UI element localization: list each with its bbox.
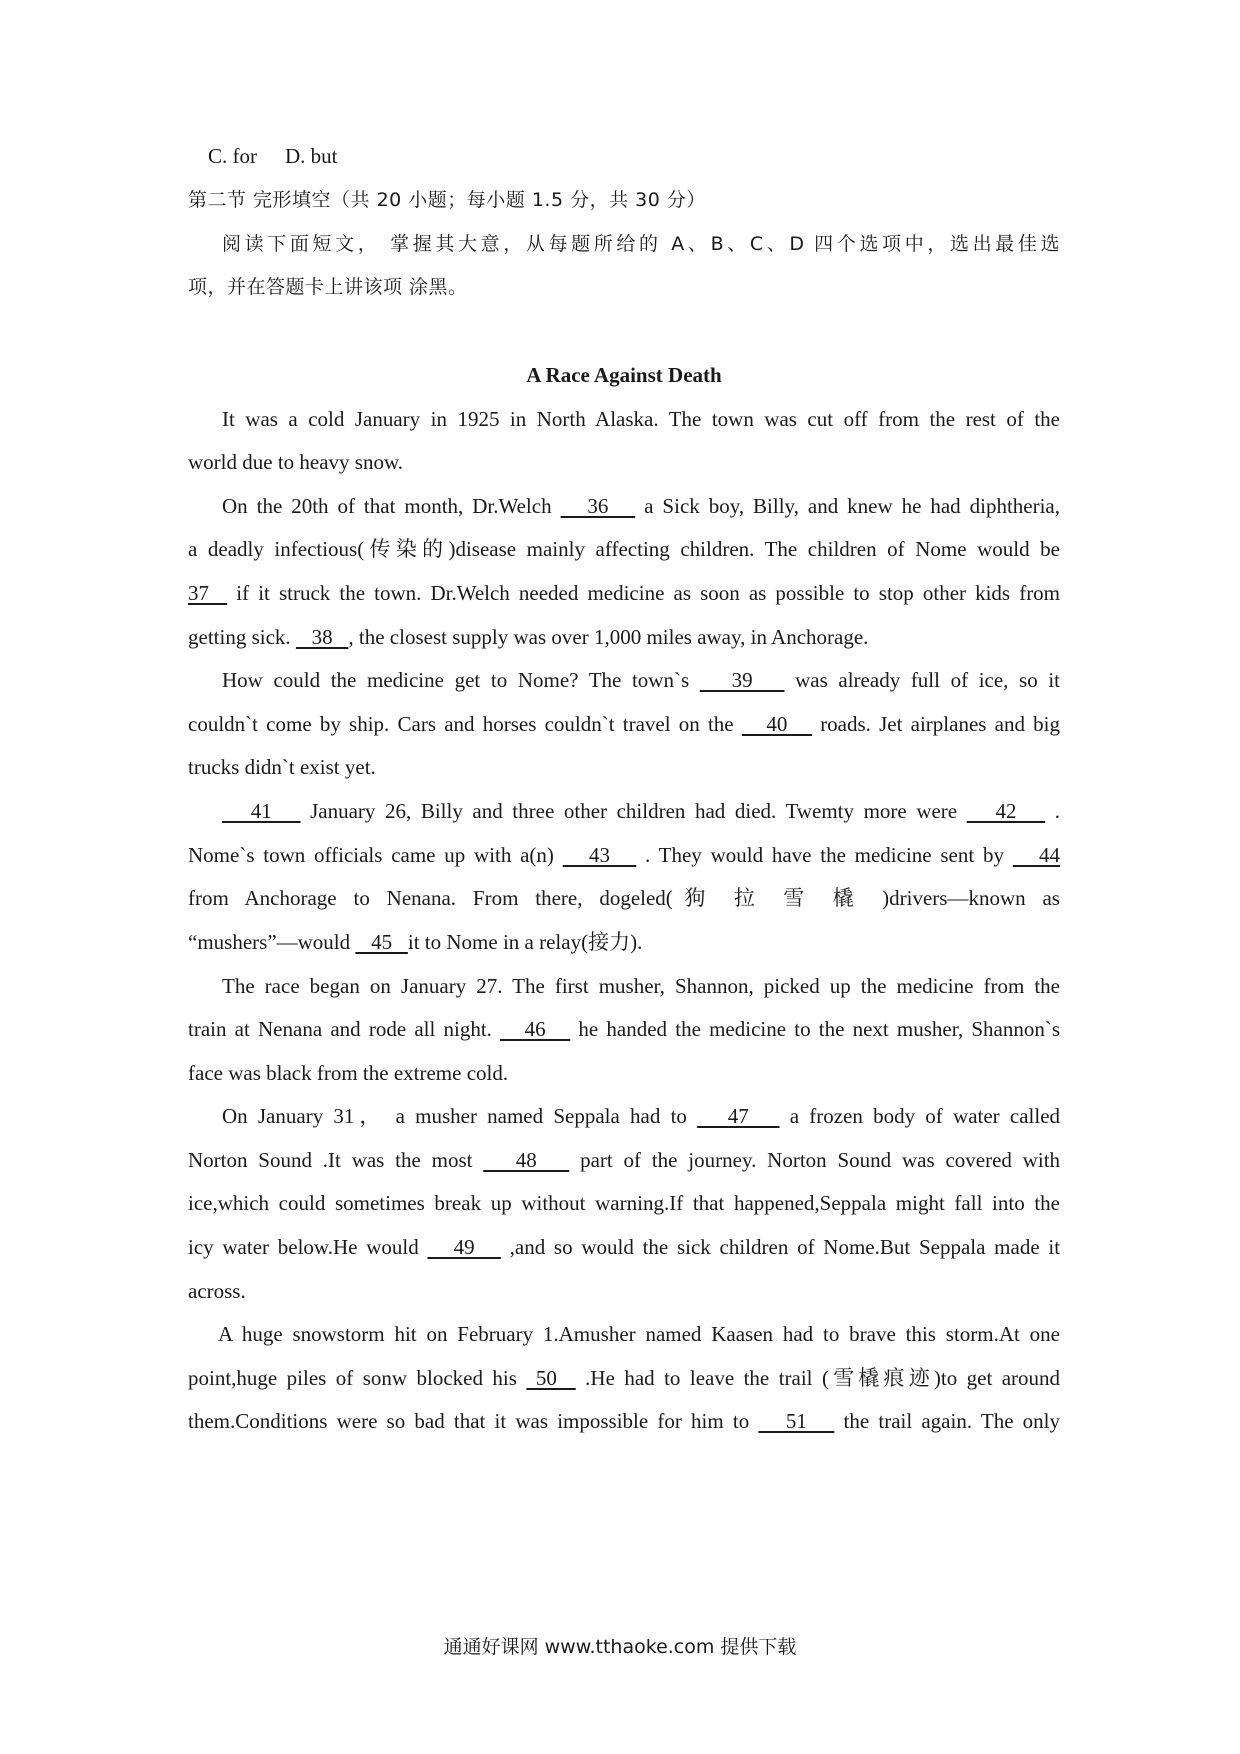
text-span: ,and so would the sick children of Nome.But Seppala made it [509, 1235, 1061, 1259]
text-span: the trail again. The only [843, 1409, 1061, 1433]
p6-line-2 [188, 1147, 1060, 1173]
p2-line-3 [188, 580, 1060, 606]
blank-47[interactable]: 47 [697, 1104, 780, 1128]
text-span: if it struck the town. Dr.Welch needed medicine as soon as possible to stop other kids from [236, 581, 1061, 605]
p4-line-1 [188, 798, 1060, 824]
blank-43[interactable]: 43 [562, 843, 637, 867]
text-span: a Sick boy, Billy, and knew he had diphtheria, [644, 494, 1061, 518]
p6-line-4 [188, 1234, 1060, 1260]
text-span: On January 31， a musher named Seppala had to [222, 1104, 698, 1128]
option-d: D. but [285, 144, 338, 168]
instruction-line-2: 项，并在答题卡上讲该项 涂黑。 [188, 276, 468, 298]
blank-44[interactable]: 44 [1012, 843, 1061, 867]
p6-line-5: across. [188, 1279, 246, 1303]
text-span: he handed the medicine to the next musher, Shannon`s [578, 1017, 1061, 1041]
section-header: 第二节 完形填空（共 20 小题；每小题 1.5 分，共 30 分） [188, 189, 706, 211]
options-line [188, 143, 1060, 169]
text-span: them.Conditions were so bad that it was impossible for him to [188, 1409, 750, 1433]
text-span: “mushers”—would [188, 930, 356, 954]
blank-50[interactable]: 50 [526, 1366, 576, 1390]
p6-line-1 [188, 1103, 1060, 1129]
text-span: , the closest supply was over 1,000 miles away, in Anchorage. [348, 625, 869, 649]
text-span: it to Nome in a relay(接力). [407, 930, 643, 954]
text-span: .He had to leave the trail (雪橇痕迹)to get around [585, 1366, 1061, 1390]
blank-49[interactable]: 49 [427, 1235, 501, 1259]
text-span: January 26, Billy and three other children had died. Twemty more were [310, 799, 967, 823]
p4-line-3: from Anchorage to Nenana. From there, dogeled(狗 拉 雪 橇 )drivers—known as [188, 886, 1060, 910]
p7-line-2 [188, 1365, 1060, 1391]
blank-39[interactable]: 39 [699, 668, 785, 692]
text-span: train at Nenana and rode all night. [188, 1017, 492, 1041]
option-c: C. for [208, 144, 257, 168]
p5-line-1: The race began on January 27. The first musher, Shannon, picked up the medicine from the [222, 974, 1060, 998]
text-span: Nome`s town officials came up with a(n) [188, 843, 554, 867]
text-span: point,huge piles of sonw blocked his [188, 1366, 517, 1390]
blank-40[interactable]: 40 [741, 712, 812, 736]
page-footer: 通通好课网 www.tthaoke.com 提供下载 [443, 1636, 797, 1658]
p4-line-2 [188, 842, 1060, 868]
p7-line-3 [188, 1408, 1060, 1434]
text-span: roads. Jet airplanes and big [820, 712, 1060, 736]
instruction-line-1: 阅读下面短文， 掌握其大意，从每题所给的 A、B、C、D 四个选项中，选出最佳选 [222, 233, 1060, 255]
p5-line-3: face was black from the extreme cold. [188, 1061, 509, 1085]
text-span: How could the medicine get to Nome? The town`s [222, 668, 690, 692]
text-span: Norton Sound .It was the most [188, 1148, 473, 1172]
text-span: On the 20th of that month, Dr.Welch [222, 494, 561, 518]
blank-42[interactable]: 42 [966, 799, 1046, 823]
blank-36[interactable]: 36 [560, 494, 636, 518]
text-span: . [1054, 799, 1061, 823]
p3-line-3: trucks didn`t exist yet. [188, 755, 376, 779]
p4-line-4 [188, 929, 1060, 955]
blank-48[interactable]: 48 [483, 1148, 570, 1172]
p3-line-2 [188, 711, 1060, 737]
p1-line-1: It was a cold January in 1925 in North Alaska. The town was cut off from the rest of the [222, 407, 1060, 431]
p2-line-2: a deadly infectious(传染的)disease mainly affecting children. The children of Nome would be [188, 537, 1060, 561]
blank-45[interactable]: 45 [355, 930, 408, 954]
text-span: . They would have the medicine sent by [645, 843, 1013, 867]
p6-line-3: ice,which could sometimes break up without warning.If that happened,Seppala might fall into the [188, 1191, 1060, 1215]
p2-line-1 [188, 493, 1060, 519]
p3-line-1 [188, 667, 1060, 693]
p5-line-2 [188, 1016, 1060, 1042]
p1-line-2: world due to heavy snow. [188, 450, 404, 474]
blank-51[interactable]: 51 [758, 1409, 835, 1433]
p2-line-4 [188, 624, 1060, 650]
passage-title: A Race Against Death [526, 363, 722, 387]
p7-line-1: A huge snowstorm hit on February 1.Amusher named Kaasen had to brave this storm.At one [218, 1322, 1060, 1346]
text-span: a frozen body of water called [789, 1104, 1061, 1128]
blank-46[interactable]: 46 [500, 1017, 571, 1041]
text-span: was already full of ice, so it [795, 668, 1061, 692]
text-span: part of the journey. Norton Sound was covered with [580, 1148, 1061, 1172]
text-span: getting sick. [188, 625, 296, 649]
blank-37[interactable]: 37 [188, 581, 228, 605]
text-span: couldn`t come by ship. Cars and horses couldn`t travel on the [188, 712, 742, 736]
blank-41[interactable]: 41 [222, 799, 301, 823]
blank-38[interactable]: 38 [295, 625, 349, 649]
text-span: icy water below.He would [188, 1235, 419, 1259]
